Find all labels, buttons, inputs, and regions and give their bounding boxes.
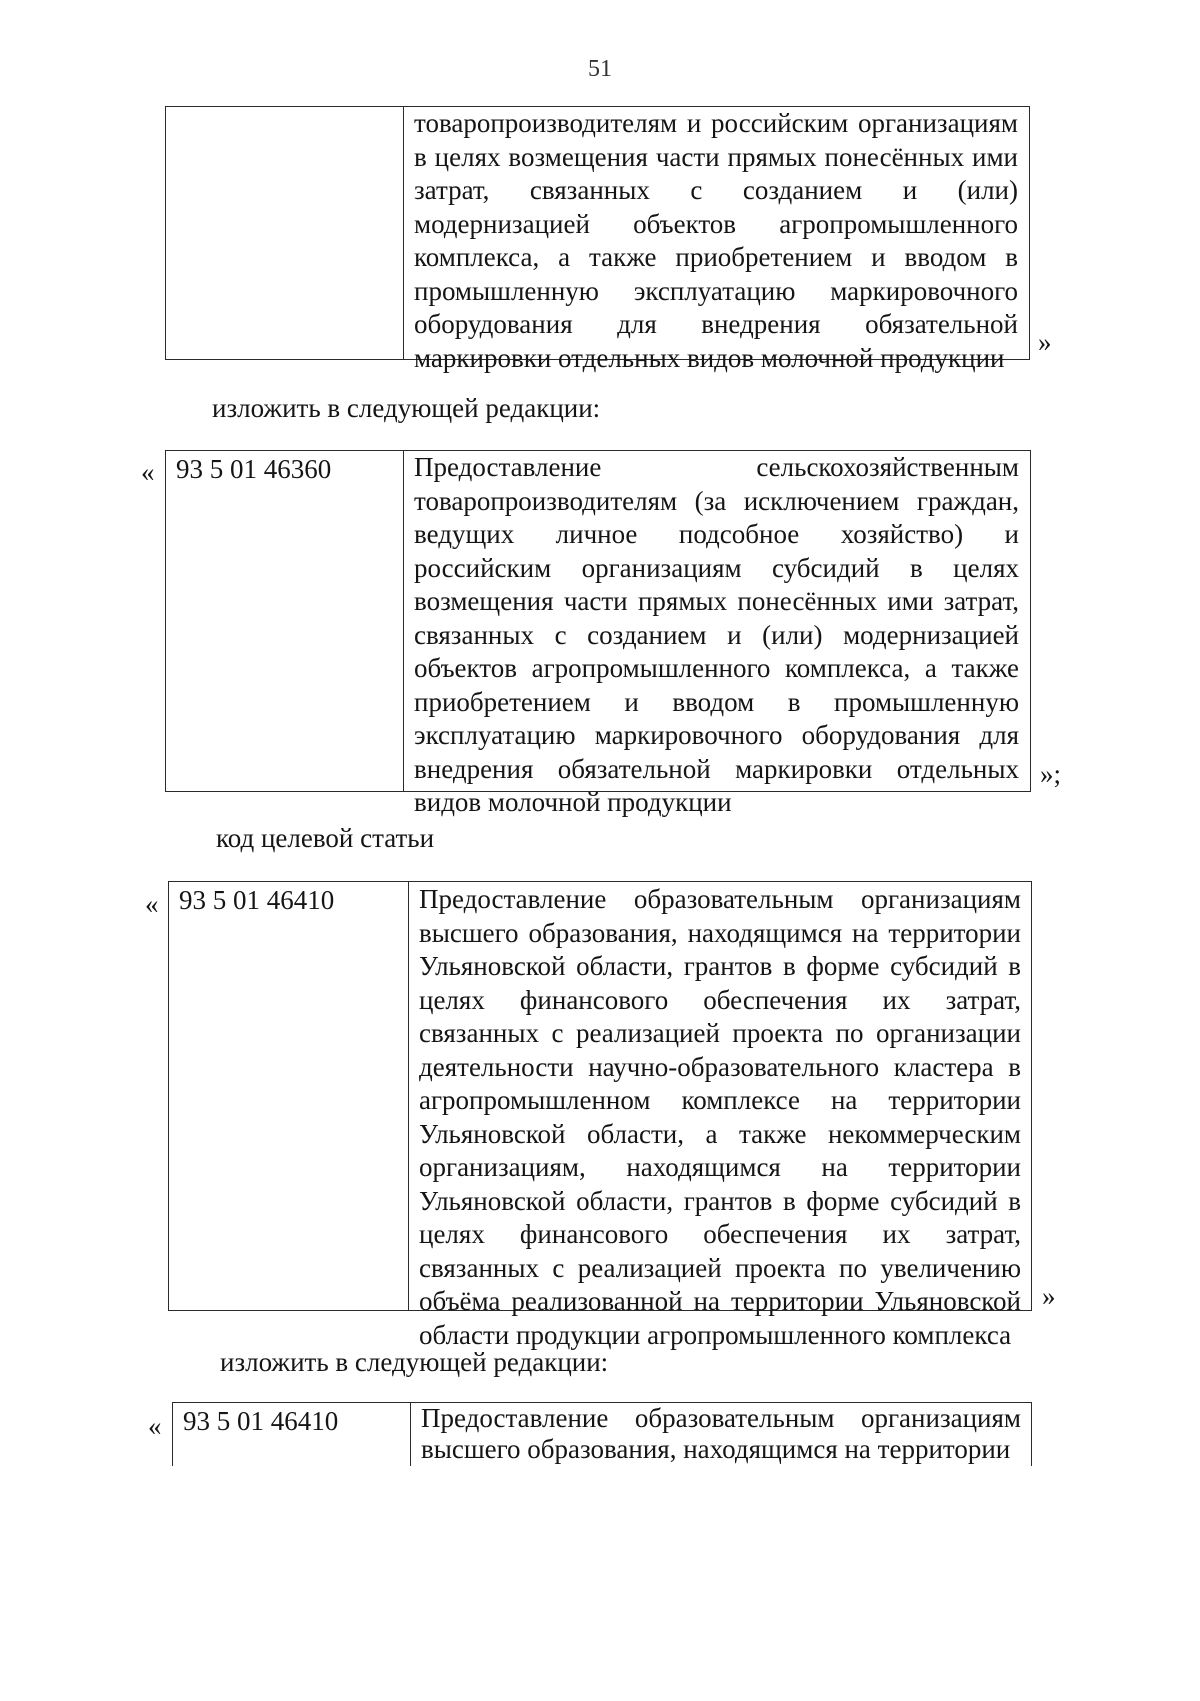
table-row-target-code [165,450,1031,817]
table-row-continuation [165,106,1030,373]
target-code-cell: 93 5 01 46410 [173,1403,411,1466]
closing-quote: » [1042,1281,1056,1311]
target-description-cell: Предоставление образовательным организациям высшего образования, находящимся на территории [421,1403,1021,1464]
closing-quote: » [1038,327,1052,357]
page-number: 51 [588,56,612,82]
table-row-target-code [172,1402,1032,1466]
opening-quote: « [148,1411,162,1441]
edit-instruction-paragraph: изложить в следующей редакции: [220,1347,609,1377]
edit-instruction-paragraph: изложить в следующей редакции: [212,393,601,423]
table-row-target-code [168,881,1032,1350]
target-code-cell: 93 5 01 46410 [169,882,409,1310]
opening-quote: « [141,457,155,487]
target-description-cell: Предоставление образовательным организациям высшего образования, находящимся на территории Ульяновской области, грантов в форме субсидий в целях финансового обеспечения их затрат, связанных с реализацией проекта по организации деятельности научно-образовательного кластера в агропромышленном комплексе на территории Ульяновской области, а также некоммерческим организациям, находящимся на территории Ульяновской области, грантов в форме субсидий в целях финансового обеспечения их затрат, связанных с реализацией проекта по увеличению объёма реализованной на территории Ульяновской области продукции агропромышленного комплекса [419,884,1021,1350]
target-description-cell: Предоставление сельскохозяйственным товаропроизводителям (за исключением граждан, ведущих личное подсобное хозяйство) и российским организациям субсидий в целях возмещения части прямых понесённых ими затрат, связанных с созданием и (или) модернизацией объектов агропромышленного комплекса, а также приобретением и вводом в промышленную эксплуатацию маркировочного оборудования для внедрения обязательной маркировки отдельных видов молочной продукции [414,452,1019,817]
target-code-cell [166,107,404,359]
target-description-cell: товаропроизводителям и российским организациям в целях возмещения части прямых понесённых ими затрат, связанных с созданием и (или) модернизацией объектов агропромышленного комплекса, а также приобретением и вводом в промышленную эксплуатацию маркировочного оборудования для внедрения обязательной маркировки отдельных видов молочной продукции [414,108,1018,373]
target-code-heading: код целевой статьи [216,823,435,853]
closing-quote: »; [1040,759,1062,789]
opening-quote: « [145,889,159,919]
target-code-cell: 93 5 01 46360 [166,451,404,791]
